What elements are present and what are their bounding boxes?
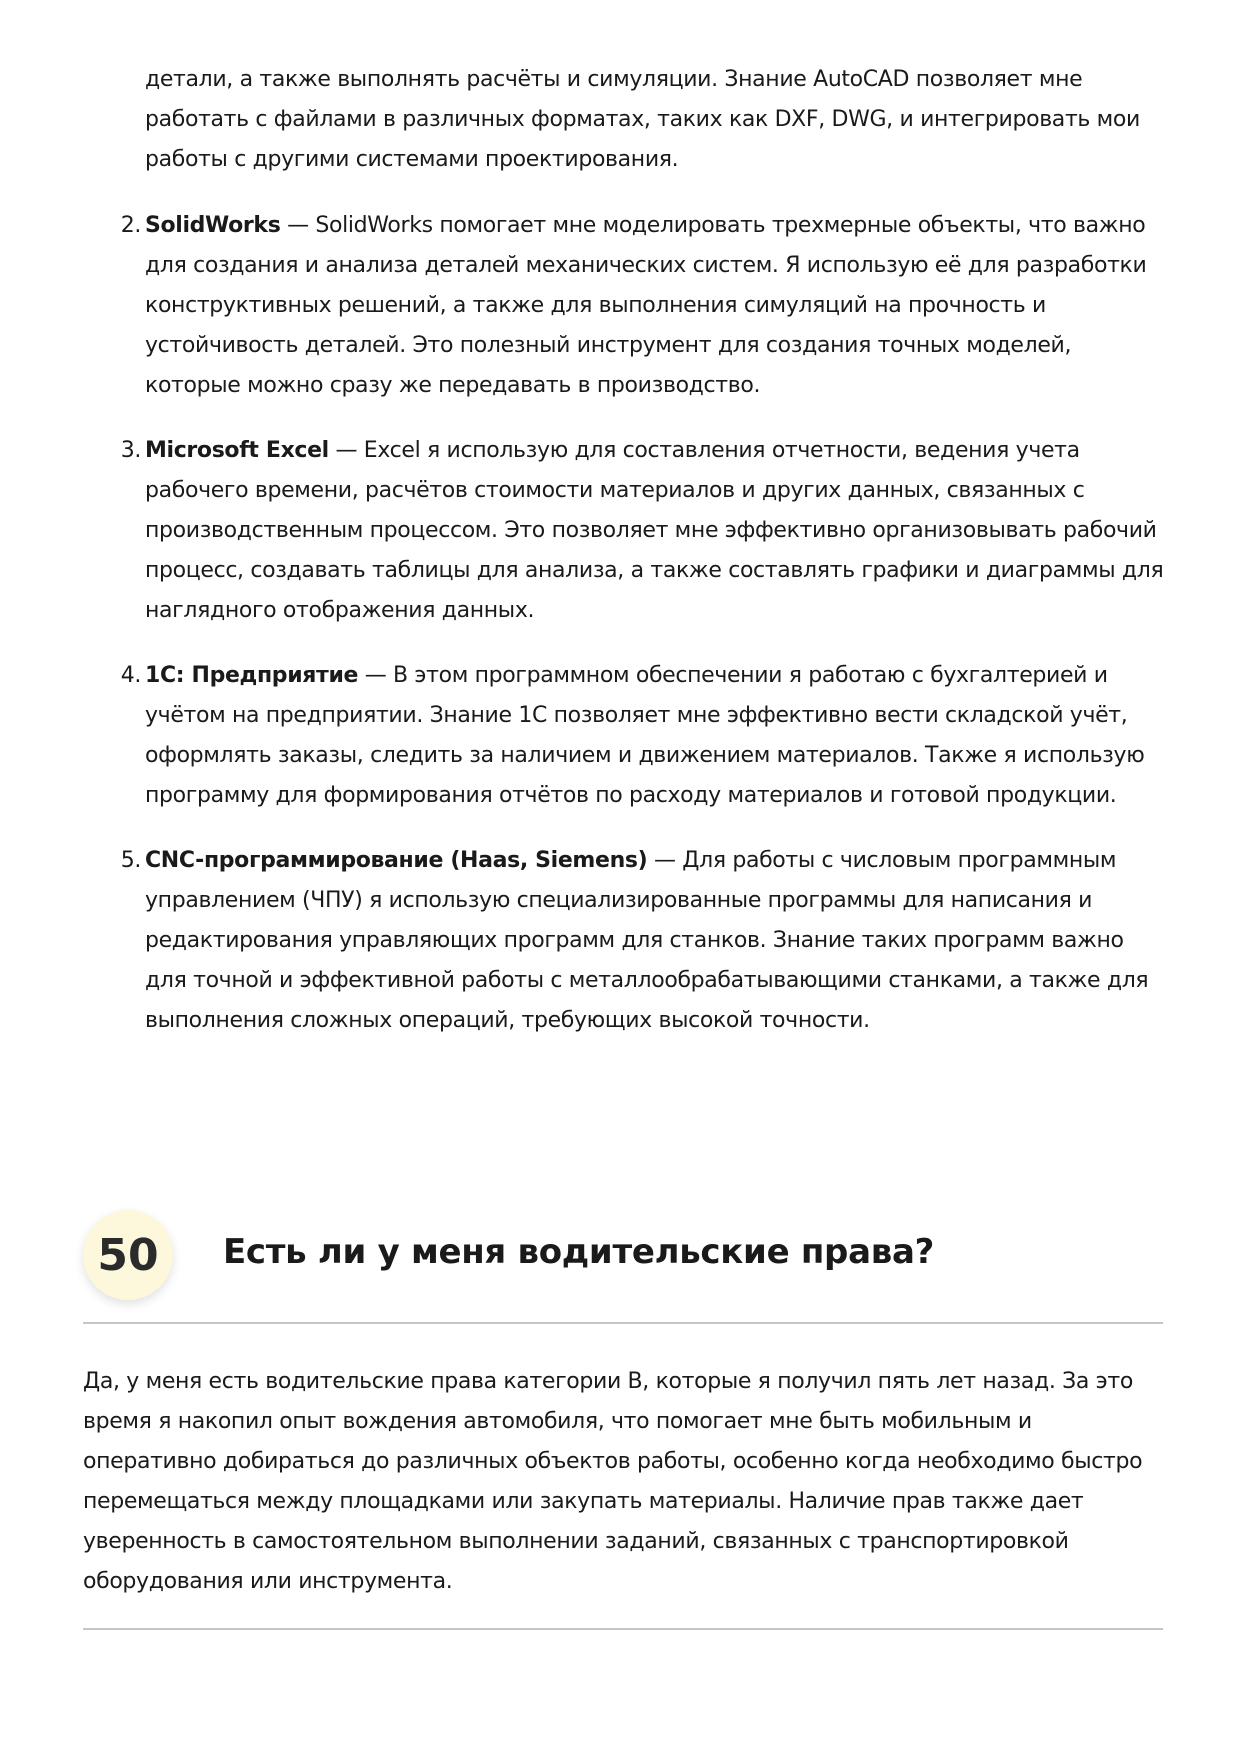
question-divider-bottom [83,1628,1163,1630]
tool-name: Microsoft Excel [145,438,329,463]
list-item-1c [120,656,1170,816]
tool-description: — SolidWorks помогает мне моделировать трехмерные объекты, что важно для создания и анализа деталей механических систем. Я использую её для разработки конструктивных решений, а также для выполнения симуляций на прочность и устойчивость деталей. Это полезный инструмент для создания точных моделей, которые можно сразу же передавать в производство. [145,213,1147,398]
question-divider-top [83,1322,1163,1324]
question-title: Есть ли у меня водительские права? [223,1232,935,1272]
software-tools-list [83,206,1239,1066]
autocad-continuation-paragraph: детали, а также выполнять расчёты и симуляции. Знание AutoCAD позволяет мне работать с файлами в различных форматах, таких как DXF, DWG, и интегрировать мои работы с другими системами проектирования. [145,67,1140,172]
list-item-cnc [120,841,1170,1041]
list-item-number: 3. [120,438,141,463]
tool-description: — В этом программном обеспечении я работаю с бухгалтерией и учётом на предприятии. Знание 1С позволяет мне эффективно вести складской учёт, оформлять заказы, следить за наличием и движением материалов. Также я использую программу для формирования отчётов по расходу материалов и готовой продукции. [145,663,1145,808]
tool-name: SolidWorks [145,213,281,238]
question-header [83,1210,1163,1320]
question-number-badge: 50 [83,1210,173,1300]
tool-name: 1С: Предприятие [145,663,359,688]
list-item-number: 2. [120,213,141,238]
answer-paragraph: Да, у меня есть водительские права категории B, которые я получил пять лет назад. За это время я накопил опыт вождения автомобиля, что помогает мне быть мобильным и оперативно добираться до различных объектов работы, особенно когда необходимо быстро перемещаться между площадками или закупать материалы. Наличие прав также дает уверенность в самостоятельном выполнении заданий, связанных с транспортировкой оборудования или инструмента. [83,1369,1143,1594]
list-item-number: 5. [120,848,141,873]
list-item-solidworks [120,206,1170,406]
tool-description: — Для работы с числовым программным управлением (ЧПУ) я использую специализированные программы для написания и редактирования управляющих программ для станков. Знание таких программ важно для точной и эффективной работы с металлообрабатывающими станками, а также для выполнения сложных операций, требующих высокой точности. [145,848,1149,1033]
list-item-excel [120,431,1170,631]
tool-name: CNC-программирование (Haas, Siemens) [145,848,648,873]
list-item-number: 4. [120,663,141,688]
tool-description: — Excel я использую для составления отчетности, ведения учета рабочего времени, расчётов стоимости материалов и других данных, связанных с производственным процессом. Это позволяет мне эффективно организовывать рабочий процесс, создавать таблицы для анализа, а также составлять графики и диаграммы для наглядного отображения данных. [145,438,1164,623]
